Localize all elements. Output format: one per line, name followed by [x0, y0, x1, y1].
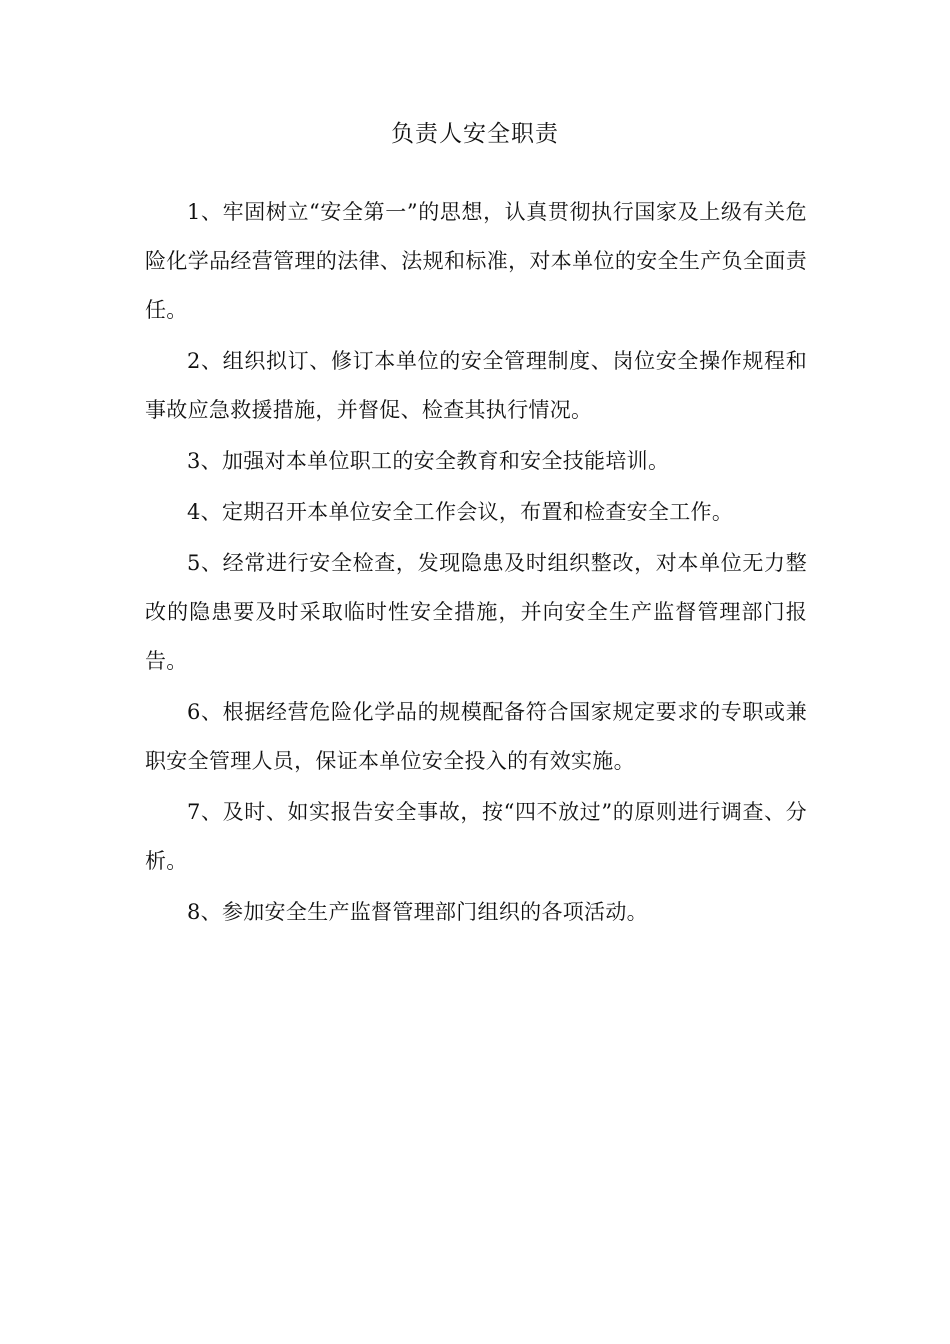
duty-paragraph-8: 8、参加安全生产监督管理部门组织的各项活动。: [187, 900, 648, 924]
duty-paragraph-7: 7、及时、如实报告安全事故，按“四不放过”的原则进行调查、分析。: [145, 800, 807, 873]
document-body: [145, 188, 807, 939]
duty-paragraph-4: 4、定期召开本单位安全工作会议，布置和检查安全工作。: [187, 500, 734, 524]
duty-paragraph-3: 3、加强对本单位职工的安全教育和安全技能培训。: [187, 449, 670, 473]
duty-paragraph-5: 5、经常进行安全检查，发现隐患及时组织整改，对本单位无力整改的隐患要及时采取临时性安全措施，并向安全生产监督管理部门报告。: [145, 551, 807, 673]
duty-paragraph-2: 2、组织拟订、修订本单位的安全管理制度、岗位安全操作规程和事故应急救援措施，并督促、检查其执行情况。: [145, 349, 807, 422]
duty-paragraph-1: 1、牢固树立“安全第一”的思想，认真贯彻执行国家及上级有关危险化学品经营管理的法律、法规和标准，对本单位的安全生产负全面责任。: [145, 200, 807, 322]
duty-paragraph-6: 6、根据经营危险化学品的规模配备符合国家规定要求的专职或兼职安全管理人员，保证本单位安全投入的有效实施。: [145, 700, 807, 773]
document-title: 负责人安全职责: [391, 121, 559, 147]
